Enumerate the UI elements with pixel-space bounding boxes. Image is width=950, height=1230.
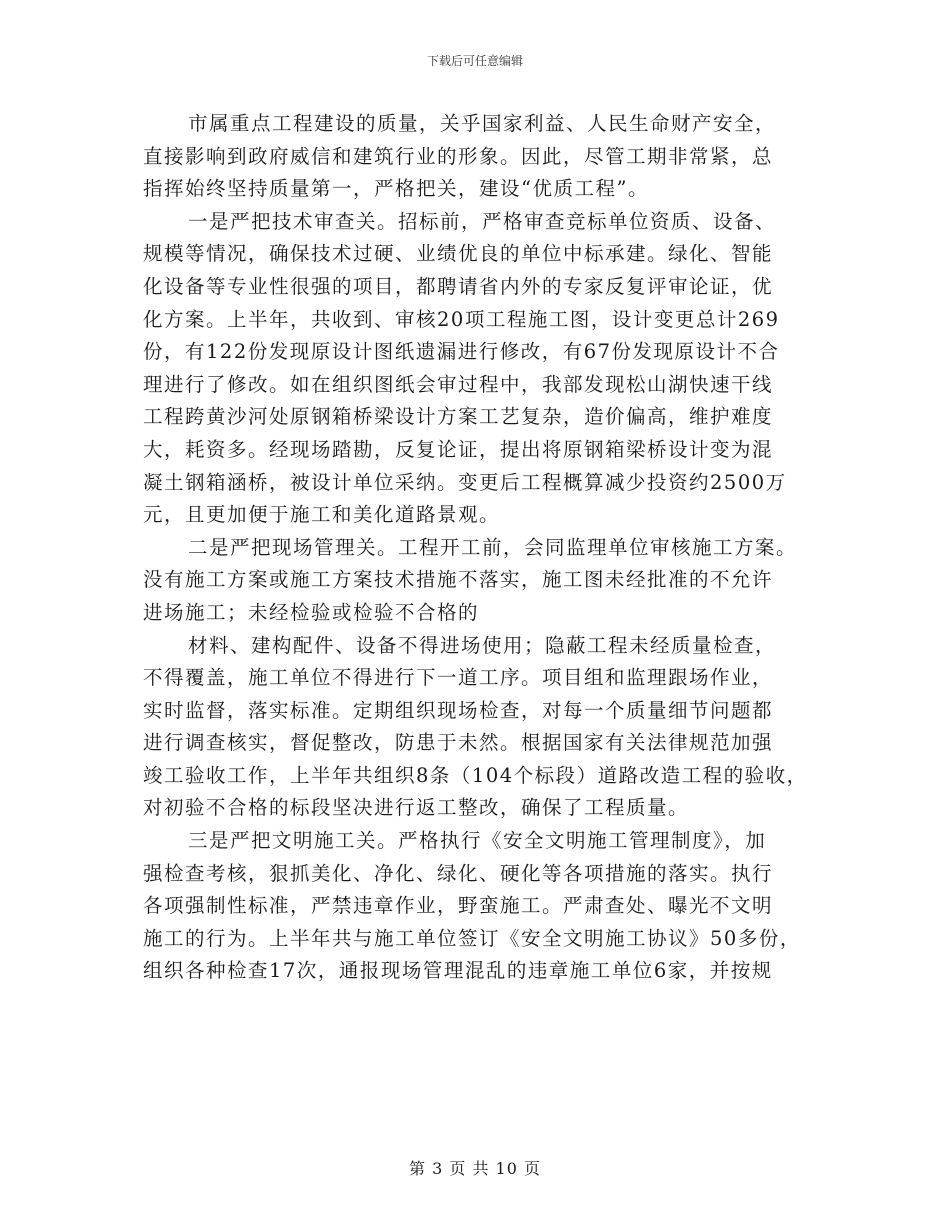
paragraph xyxy=(143,532,833,630)
page-footer: 第 3 页 共 10 页 xyxy=(409,1159,541,1178)
text-line: 对初验不合格的标段坚决进行返工整改，确保了工程质量。 xyxy=(143,796,690,820)
text-line: 理进行了修改。如在组织图纸会审过程中，我部发现松山湖快速干线 xyxy=(143,372,774,396)
text-line: 指挥始终坚持质量第一，严格把关，建设“优质工程”。 xyxy=(143,177,649,201)
text-line: 化设备等专业性很强的项目，都聘请省内外的专家反复评审论证，优 xyxy=(143,274,774,298)
text-line: 市属重点工程建设的质量，关乎国家利益、人民生命财产安全， xyxy=(188,112,777,135)
text-line: 实时监督，落实标准。定期组织现场检查，对每一个质量细节问题都 xyxy=(143,698,774,722)
text-line: 工程跨黄沙河处原钢箱桥梁设计方案工艺复杂，造价偏高，维护难度 xyxy=(143,405,774,429)
text-line: 规模等情况，确保技术过硬、业绩优良的单位中标承建。绿化、智能 xyxy=(143,242,774,266)
text-line: 各项强制性标准，严禁违章作业，野蛮施工。严肃查处、曝光不文明 xyxy=(143,894,774,918)
text-line: 二是严把现场管理关。工程开工前，会同监理单位审核施工方案。 xyxy=(188,535,798,559)
page-header: 下载后可任意编辑 xyxy=(426,54,523,68)
paragraph xyxy=(143,630,833,826)
text-line: 强检查考核，狠抓美化、净化、绿化、硬化等各项措施的落实。执行 xyxy=(143,861,774,885)
document-body xyxy=(143,108,833,988)
text-line: 直接影响到政府威信和建筑行业的形象。因此，尽管工期非常紧，总 xyxy=(143,144,774,168)
text-line: 元，且更加便于施工和美化道路景观。 xyxy=(143,503,501,527)
text-line: 份，有122份发现原设计图纸遗漏进行修改，有67份发现原设计不合 xyxy=(143,340,780,364)
text-line: 一是严把技术审查关。招标前，严格审查竞标单位资质、设备、 xyxy=(188,209,777,233)
text-line: 进行调查核实，督促整改，防患于未然。根据国家有关法律规范加强 xyxy=(143,731,774,755)
text-line: 材料、建构配件、设备不得进场使用；隐蔽工程未经质量检查， xyxy=(188,633,777,657)
paragraph xyxy=(143,825,833,988)
text-line: 进场施工；未经检验或检验不合格的 xyxy=(143,600,480,624)
paragraph xyxy=(143,206,833,532)
text-line: 没有施工方案或施工方案技术措施不落实，施工图未经批准的不允许 xyxy=(143,568,774,592)
text-line: 不得覆盖，施工单位不得进行下一道工序。项目组和监理跟场作业， xyxy=(143,666,774,690)
paragraph xyxy=(143,108,833,206)
text-line: 化方案。上半年，共收到、审核20项工程施工图，设计变更总计269 xyxy=(143,307,780,331)
text-line: 大，耗资多。经现场踏勘，反复论证，提出将原钢箱梁桥设计变为混 xyxy=(143,437,774,461)
text-line: 施工的行为。上半年共与施工单位签订《安全文明施工协议》50多份， xyxy=(143,926,801,950)
text-line: 组织各种检查17次，通报现场管理混乱的违章施工单位6家，并按规 xyxy=(143,959,773,983)
text-line: 凝土钢箱涵桥，被设计单位采纳。变更后工程概算减少投资约2500万 xyxy=(143,470,787,494)
text-line: 竣工验收工作，上半年共组织8条（104个标段）道路改造工程的验收， xyxy=(143,763,808,787)
text-line: 三是严把文明施工关。严格执行《安全文明施工管理制度》，加 xyxy=(188,829,767,853)
